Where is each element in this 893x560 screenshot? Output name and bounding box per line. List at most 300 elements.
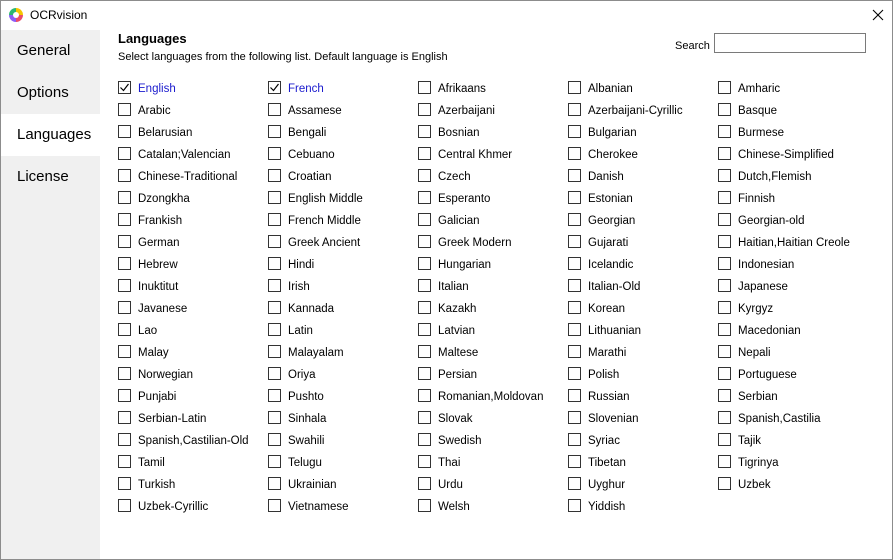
checkbox-empty-icon[interactable]	[418, 103, 431, 116]
checkbox-empty-icon[interactable]	[418, 389, 431, 402]
checkbox-empty-icon[interactable]	[568, 411, 581, 424]
checkbox-empty-icon[interactable]	[118, 389, 131, 402]
language-checkbox[interactable]	[418, 452, 568, 474]
checkbox-empty-icon[interactable]	[718, 301, 731, 314]
checkbox-empty-icon[interactable]	[568, 81, 581, 94]
checkbox-empty-icon[interactable]	[718, 191, 731, 204]
language-checkbox[interactable]	[418, 100, 568, 122]
language-checkbox[interactable]	[268, 430, 418, 452]
language-checkbox[interactable]	[568, 496, 718, 518]
checkbox-empty-icon[interactable]	[568, 499, 581, 512]
language-checkbox[interactable]	[568, 100, 718, 122]
checkbox-empty-icon[interactable]	[268, 389, 281, 402]
checkbox-empty-icon[interactable]	[568, 169, 581, 182]
checkbox-checked-icon[interactable]	[268, 81, 281, 94]
checkbox-empty-icon[interactable]	[718, 147, 731, 160]
language-label: Greek Modern	[438, 237, 512, 249]
checkbox-empty-icon[interactable]	[718, 279, 731, 292]
language-label: Irish	[288, 281, 310, 293]
language-checkbox[interactable]	[118, 122, 268, 144]
language-checkbox[interactable]	[418, 144, 568, 166]
language-checkbox[interactable]	[118, 430, 268, 452]
language-label: Bengali	[288, 127, 327, 139]
language-label: Basque	[738, 105, 778, 117]
language-checkbox[interactable]	[418, 232, 568, 254]
language-label: Welsh	[438, 501, 470, 513]
checkbox-empty-icon[interactable]	[568, 235, 581, 248]
language-label: Tajik	[738, 435, 762, 447]
language-checkbox[interactable]	[268, 452, 418, 474]
checkbox-empty-icon[interactable]	[418, 301, 431, 314]
language-label: Italian	[438, 281, 469, 293]
language-label: Sinhala	[288, 413, 327, 425]
language-label: Cherokee	[588, 149, 638, 161]
language-checkbox[interactable]	[718, 122, 868, 144]
checkbox-empty-icon[interactable]	[118, 411, 131, 424]
language-checkbox[interactable]	[568, 474, 718, 496]
language-checkbox[interactable]	[568, 78, 718, 100]
language-label: Tigrinya	[738, 457, 779, 469]
language-checkbox[interactable]	[118, 232, 268, 254]
language-checkbox[interactable]	[718, 100, 868, 122]
checkbox-empty-icon[interactable]	[118, 477, 131, 490]
checkbox-empty-icon[interactable]	[718, 213, 731, 226]
language-label: Spanish,Castilia	[738, 413, 821, 425]
language-label: Latvian	[438, 325, 476, 337]
checkbox-empty-icon[interactable]	[268, 367, 281, 380]
checkbox-empty-icon[interactable]	[568, 147, 581, 160]
checkbox-empty-icon[interactable]	[718, 411, 731, 424]
language-checkbox[interactable]	[268, 364, 418, 386]
language-checkbox[interactable]	[718, 232, 868, 254]
language-label: Spanish,Castilian-Old	[138, 435, 249, 447]
language-checkbox[interactable]	[118, 210, 268, 232]
language-label: Albanian	[588, 83, 633, 95]
language-checkbox[interactable]	[118, 78, 268, 100]
language-label: Telugu	[288, 457, 322, 469]
language-checkbox[interactable]	[718, 430, 868, 452]
language-label: Georgian-old	[738, 215, 805, 227]
checkbox-empty-icon[interactable]	[268, 191, 281, 204]
language-checkbox[interactable]	[118, 100, 268, 122]
language-checkbox[interactable]	[268, 144, 418, 166]
checkbox-empty-icon[interactable]	[418, 147, 431, 160]
checkbox-empty-icon[interactable]	[718, 169, 731, 182]
checkbox-empty-icon[interactable]	[568, 455, 581, 468]
language-label: Syriac	[588, 435, 620, 447]
language-label: Pushto	[288, 391, 324, 403]
checkbox-empty-icon[interactable]	[418, 477, 431, 490]
checkbox-empty-icon[interactable]	[118, 455, 131, 468]
language-label: English Middle	[288, 193, 363, 205]
language-checkbox[interactable]	[568, 232, 718, 254]
language-label: French	[288, 83, 324, 95]
language-label: Italian-Old	[588, 281, 641, 293]
language-checkbox[interactable]	[268, 232, 418, 254]
checkbox-empty-icon[interactable]	[118, 323, 131, 336]
language-checkbox[interactable]	[118, 254, 268, 276]
checkbox-empty-icon[interactable]	[268, 433, 281, 446]
checkbox-empty-icon[interactable]	[718, 477, 731, 490]
language-checkbox[interactable]	[568, 364, 718, 386]
sidebar-item-label: Options	[17, 84, 69, 101]
language-label: Icelandic	[588, 259, 634, 271]
language-checkbox[interactable]	[568, 144, 718, 166]
checkbox-empty-icon[interactable]	[418, 125, 431, 138]
language-label: Chinese-Simplified	[738, 149, 834, 161]
checkbox-empty-icon[interactable]	[118, 345, 131, 358]
checkbox-empty-icon[interactable]	[418, 257, 431, 270]
language-label: Croatian	[288, 171, 332, 183]
language-checkbox[interactable]	[118, 166, 268, 188]
language-label: Azerbaijani	[438, 105, 495, 117]
language-checkbox[interactable]	[718, 364, 868, 386]
language-checkbox[interactable]	[268, 342, 418, 364]
checkbox-empty-icon[interactable]	[418, 433, 431, 446]
checkbox-empty-icon[interactable]	[718, 235, 731, 248]
language-label: Finnish	[738, 193, 776, 205]
checkbox-empty-icon[interactable]	[718, 433, 731, 446]
checkbox-empty-icon[interactable]	[118, 235, 131, 248]
checkbox-empty-icon[interactable]	[268, 213, 281, 226]
checkbox-empty-icon[interactable]	[118, 257, 131, 270]
language-checkbox[interactable]	[118, 144, 268, 166]
checkbox-empty-icon[interactable]	[268, 323, 281, 336]
language-checkbox[interactable]	[418, 298, 568, 320]
checkbox-empty-icon[interactable]	[118, 301, 131, 314]
language-checkbox[interactable]	[418, 430, 568, 452]
language-checkbox[interactable]	[418, 496, 568, 518]
language-checkbox[interactable]	[268, 386, 418, 408]
language-checkbox[interactable]	[418, 188, 568, 210]
checkbox-empty-icon[interactable]	[268, 169, 281, 182]
checkbox-empty-icon[interactable]	[568, 125, 581, 138]
language-label: Oriya	[288, 369, 316, 381]
checkbox-empty-icon[interactable]	[118, 147, 131, 160]
language-checkbox[interactable]	[268, 496, 418, 518]
checkbox-empty-icon[interactable]	[268, 279, 281, 292]
language-label: Gujarati	[588, 237, 629, 249]
checkbox-empty-icon[interactable]	[568, 213, 581, 226]
language-label: Persian	[438, 369, 477, 381]
language-label: Inuktitut	[138, 281, 179, 293]
language-checkbox[interactable]	[418, 78, 568, 100]
language-label: Afrikaans	[438, 83, 486, 95]
checkbox-empty-icon[interactable]	[718, 323, 731, 336]
language-checkbox[interactable]	[118, 452, 268, 474]
search-input[interactable]	[714, 33, 866, 53]
language-label: Haitian,Haitian Creole	[738, 237, 850, 249]
language-label: Uzbek-Cyrillic	[138, 501, 209, 513]
window-title: OCRvision	[30, 8, 88, 22]
language-label: German	[138, 237, 180, 249]
language-checkbox[interactable]	[568, 254, 718, 276]
checkbox-empty-icon[interactable]	[568, 103, 581, 116]
search-label: Search	[675, 40, 710, 52]
language-label: Assamese	[288, 105, 342, 117]
checkbox-empty-icon[interactable]	[568, 433, 581, 446]
language-label: Malayalam	[288, 347, 344, 359]
language-checkbox[interactable]	[418, 210, 568, 232]
language-checkbox[interactable]	[418, 254, 568, 276]
checkbox-empty-icon[interactable]	[418, 213, 431, 226]
language-label: Frankish	[138, 215, 183, 227]
language-label: French Middle	[288, 215, 361, 227]
language-label: Swedish	[438, 435, 482, 447]
language-checkbox[interactable]	[718, 254, 868, 276]
language-checkbox[interactable]	[418, 122, 568, 144]
language-checkbox[interactable]	[568, 188, 718, 210]
language-label: Korean	[588, 303, 626, 315]
checkbox-empty-icon[interactable]	[118, 125, 131, 138]
checkbox-empty-icon[interactable]	[568, 477, 581, 490]
language-label: Cebuano	[288, 149, 335, 161]
checkbox-empty-icon[interactable]	[568, 301, 581, 314]
language-label: Indonesian	[738, 259, 795, 271]
language-label: Lithuanian	[588, 325, 642, 337]
checkbox-empty-icon[interactable]	[568, 367, 581, 380]
language-checkbox[interactable]	[568, 342, 718, 364]
language-checkbox[interactable]	[568, 166, 718, 188]
checkbox-empty-icon[interactable]	[718, 389, 731, 402]
checkbox-empty-icon[interactable]	[268, 345, 281, 358]
language-label: Uyghur	[588, 479, 626, 491]
language-checkbox[interactable]	[118, 298, 268, 320]
checkbox-empty-icon[interactable]	[268, 103, 281, 116]
language-label: Greek Ancient	[288, 237, 361, 249]
checkbox-empty-icon[interactable]	[568, 345, 581, 358]
language-label: Punjabi	[138, 391, 177, 403]
language-checkbox[interactable]	[418, 342, 568, 364]
language-checkbox[interactable]	[268, 298, 418, 320]
checkbox-empty-icon[interactable]	[718, 81, 731, 94]
close-button[interactable]	[864, 1, 892, 29]
language-checkbox[interactable]	[568, 276, 718, 298]
language-checkbox[interactable]	[118, 320, 268, 342]
sidebar-item-label: Languages	[17, 126, 92, 143]
checkbox-empty-icon[interactable]	[268, 301, 281, 314]
checkbox-empty-icon[interactable]	[118, 433, 131, 446]
checkbox-empty-icon[interactable]	[718, 455, 731, 468]
language-label: Malay	[138, 347, 169, 359]
sidebar-item-general[interactable]	[1, 30, 100, 72]
language-label: Hungarian	[438, 259, 492, 271]
checkbox-empty-icon[interactable]	[418, 411, 431, 424]
language-checkbox[interactable]	[268, 210, 418, 232]
language-checkbox[interactable]	[718, 144, 868, 166]
language-checkbox[interactable]	[118, 342, 268, 364]
language-label: Tamil	[138, 457, 165, 469]
language-checkbox[interactable]	[118, 188, 268, 210]
language-label: Galician	[438, 215, 480, 227]
language-label: Ukrainian	[288, 479, 337, 491]
checkbox-empty-icon[interactable]	[568, 191, 581, 204]
settings-sidebar	[1, 30, 100, 559]
checkbox-empty-icon[interactable]	[118, 191, 131, 204]
checkbox-empty-icon[interactable]	[118, 499, 131, 512]
checkbox-empty-icon[interactable]	[418, 191, 431, 204]
checkbox-empty-icon[interactable]	[418, 235, 431, 248]
language-checkbox[interactable]	[718, 298, 868, 320]
title-bar	[1, 1, 892, 30]
checkbox-empty-icon[interactable]	[718, 345, 731, 358]
language-label: Azerbaijani-Cyrillic	[588, 105, 683, 117]
language-checkbox[interactable]	[718, 276, 868, 298]
language-label: Slovak	[438, 413, 473, 425]
language-checkbox[interactable]	[718, 386, 868, 408]
page-description: Select languages from the following list. Default language is English	[118, 51, 448, 63]
language-checkbox[interactable]	[268, 320, 418, 342]
checkbox-empty-icon[interactable]	[418, 367, 431, 380]
language-checkbox[interactable]	[718, 474, 868, 496]
language-checkbox[interactable]	[268, 474, 418, 496]
language-label: Vietnamese	[288, 501, 349, 513]
language-checkbox[interactable]	[568, 210, 718, 232]
sidebar-item-label: General	[17, 42, 71, 59]
language-label: Portuguese	[738, 369, 797, 381]
language-label: Latin	[288, 325, 313, 337]
language-label: English	[138, 83, 176, 95]
language-checkbox[interactable]	[718, 166, 868, 188]
language-checkbox[interactable]	[418, 166, 568, 188]
checkbox-empty-icon[interactable]	[718, 257, 731, 270]
language-label: Javanese	[138, 303, 188, 315]
language-checkbox[interactable]	[568, 298, 718, 320]
checkbox-empty-icon[interactable]	[568, 257, 581, 270]
checkbox-empty-icon[interactable]	[268, 499, 281, 512]
language-checkbox[interactable]	[118, 408, 268, 430]
language-checkbox[interactable]	[118, 474, 268, 496]
language-label: Bosnian	[438, 127, 480, 139]
checkbox-empty-icon[interactable]	[268, 455, 281, 468]
language-label: Kyrgyz	[738, 303, 774, 315]
checkbox-empty-icon[interactable]	[718, 125, 731, 138]
language-label: Dutch,Flemish	[738, 171, 812, 183]
language-label: Nepali	[738, 347, 771, 359]
checkbox-empty-icon[interactable]	[268, 235, 281, 248]
language-label: Maltese	[438, 347, 479, 359]
checkbox-empty-icon[interactable]	[418, 345, 431, 358]
checkbox-empty-icon[interactable]	[418, 455, 431, 468]
language-checkbox[interactable]	[718, 320, 868, 342]
language-checkbox[interactable]	[718, 342, 868, 364]
language-checkbox[interactable]	[418, 408, 568, 430]
language-label: Belarusian	[138, 127, 193, 139]
checkbox-empty-icon[interactable]	[118, 279, 131, 292]
checkbox-empty-icon[interactable]	[418, 279, 431, 292]
language-checkbox[interactable]	[268, 188, 418, 210]
language-label: Russian	[588, 391, 630, 403]
language-checkbox[interactable]	[118, 364, 268, 386]
language-checkbox[interactable]	[418, 386, 568, 408]
sidebar-item-license[interactable]	[1, 156, 100, 198]
language-label: Thai	[438, 457, 461, 469]
sidebar-item-options[interactable]	[1, 72, 100, 114]
language-label: Norwegian	[138, 369, 193, 381]
checkbox-empty-icon[interactable]	[718, 103, 731, 116]
language-checkbox[interactable]	[268, 100, 418, 122]
language-checkbox[interactable]	[118, 276, 268, 298]
language-label: Swahili	[288, 435, 325, 447]
language-label: Urdu	[438, 479, 463, 491]
language-checkbox[interactable]	[268, 254, 418, 276]
checkbox-empty-icon[interactable]	[268, 411, 281, 424]
language-checkbox[interactable]	[268, 408, 418, 430]
language-label: Polish	[588, 369, 620, 381]
checkbox-empty-icon[interactable]	[568, 323, 581, 336]
language-checkbox[interactable]	[568, 408, 718, 430]
checkbox-empty-icon[interactable]	[118, 213, 131, 226]
checkbox-empty-icon[interactable]	[418, 499, 431, 512]
language-label: Tibetan	[588, 457, 626, 469]
checkbox-empty-icon[interactable]	[268, 147, 281, 160]
checkbox-empty-icon[interactable]	[268, 125, 281, 138]
language-checkbox[interactable]	[118, 386, 268, 408]
close-icon	[872, 9, 884, 21]
language-label: Japanese	[738, 281, 788, 293]
checkbox-empty-icon[interactable]	[118, 367, 131, 380]
language-checkbox[interactable]	[418, 474, 568, 496]
language-checkbox[interactable]	[118, 496, 268, 518]
language-checkbox[interactable]	[418, 276, 568, 298]
language-checkbox[interactable]	[268, 166, 418, 188]
language-label: Serbian	[738, 391, 778, 403]
checkbox-empty-icon[interactable]	[418, 81, 431, 94]
language-checkbox[interactable]	[718, 452, 868, 474]
checkbox-empty-icon[interactable]	[568, 279, 581, 292]
checkbox-empty-icon[interactable]	[118, 169, 131, 182]
sidebar-item-languages[interactable]	[1, 114, 100, 156]
language-label: Czech	[438, 171, 471, 183]
checkbox-empty-icon[interactable]	[418, 169, 431, 182]
language-label: Georgian	[588, 215, 636, 227]
language-label: Serbian-Latin	[138, 413, 207, 425]
language-label: Catalan;Valencian	[138, 149, 231, 161]
language-label: Esperanto	[438, 193, 491, 205]
language-checkbox[interactable]	[718, 78, 868, 100]
language-checkbox[interactable]	[418, 364, 568, 386]
sidebar-item-label: License	[17, 168, 69, 185]
checkbox-empty-icon[interactable]	[568, 389, 581, 402]
language-checkbox[interactable]	[718, 408, 868, 430]
language-checkbox[interactable]	[568, 122, 718, 144]
language-checkbox[interactable]	[418, 320, 568, 342]
language-checkbox[interactable]	[568, 452, 718, 474]
language-label: Amharic	[738, 83, 781, 95]
language-checkbox[interactable]	[568, 430, 718, 452]
language-checkbox[interactable]	[268, 122, 418, 144]
page-title: Languages	[118, 31, 187, 46]
checkbox-empty-icon[interactable]	[118, 103, 131, 116]
language-checkbox[interactable]	[568, 386, 718, 408]
checkbox-checked-icon[interactable]	[118, 81, 131, 94]
language-label: Burmese	[738, 127, 785, 139]
language-label: Slovenian	[588, 413, 639, 425]
language-checkbox[interactable]	[268, 276, 418, 298]
language-label: Marathi	[588, 347, 627, 359]
language-checkbox[interactable]	[718, 210, 868, 232]
language-checkbox[interactable]	[718, 188, 868, 210]
language-label: Kannada	[288, 303, 335, 315]
language-checkbox[interactable]	[268, 78, 418, 100]
language-checkbox[interactable]	[568, 320, 718, 342]
checkbox-empty-icon[interactable]	[418, 323, 431, 336]
checkbox-empty-icon[interactable]	[268, 477, 281, 490]
language-label: Romanian,Moldovan	[438, 391, 544, 403]
checkbox-empty-icon[interactable]	[718, 367, 731, 380]
checkbox-empty-icon[interactable]	[268, 257, 281, 270]
language-label: Turkish	[138, 479, 176, 491]
